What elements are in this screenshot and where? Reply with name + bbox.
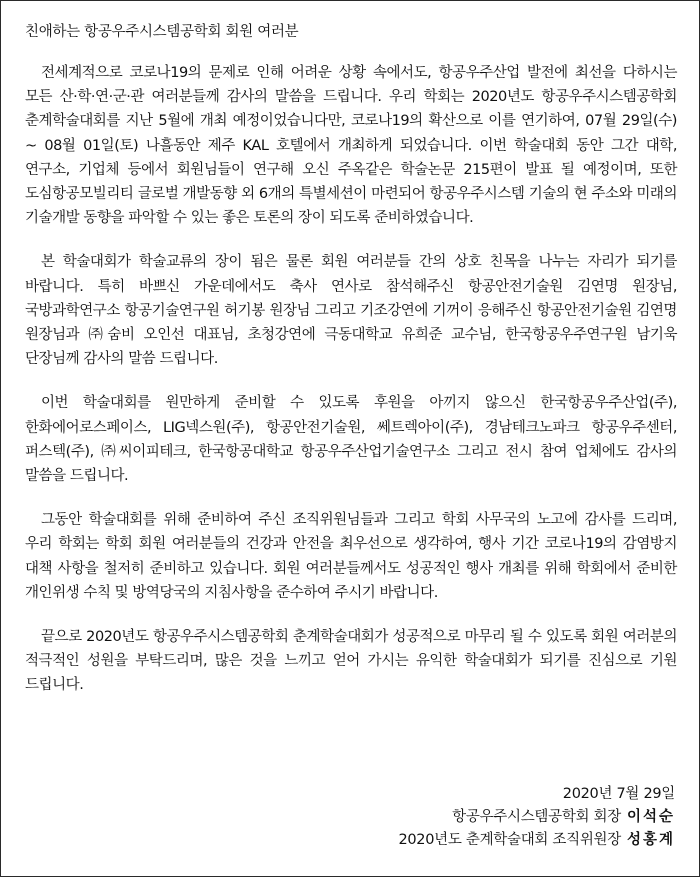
paragraph-intro: 전세계적으로 코로나19의 문제로 인해 어려운 상황 속에서도, 항공우주산업 발전에 최선을 다하시는 모든 산·학·연·군·관 여러분들께 감사의 말씀을 드립니다. 우리 학회는 2020년도 항공우주시스템공학회 춘계학술대회를 지난 5월에 개최 예정이었습니다만, 코로나19의 확산으로 이를 연기하여, 07월 29일(수) ~ 08월 01일(토) 나흘동안 제주 KAL 호텔에서 개최하게 되었습니다. 이번 학술대회 동안 그간 대학, 연구소, 기업체 등에서 회원님들이 연구해 오신 주옥같은 학술논문 215편이 발표 될 예정이며, 또한 도심항공모빌리티 글로벌 개발동향 외 6개의 특별세션이 마련되어 항공우주시스템 기술의 현 주소와 미래의 기술개발 동향을 파악할 수 있는 좋은 토론의 장이 되도록 준비하였습니다. <box>25 65 677 227</box>
president-name: 이석순 <box>626 809 675 825</box>
signature-block <box>398 783 675 852</box>
chair-title: 2020년도 춘계학술대회 조직위원장 <box>398 832 621 848</box>
chair-name: 성홍계 <box>626 832 675 848</box>
signature-date: 2020년 7월 29일 <box>562 786 675 802</box>
paragraph-closing: 끝으로 2020년도 항공우주시스템공학회 춘계학술대회가 성공적으로 마무리 될 수 있도록 회원 여러분의 적극적인 성원을 부탁드리며, 많은 것을 느끼고 얻어 가시는 유익한 학술대회가 되기를 진심으로 기원 드립니다. <box>25 629 677 694</box>
president-title: 항공우주시스템공학회 회장 <box>452 809 621 825</box>
greeting: 친애하는 항공우주시스템공학회 회원 여러분 <box>25 24 299 40</box>
paragraph-safety: 그동안 학술대회를 위해 준비하여 주신 조직위원님들과 그리고 학회 사무국의 노고에 감사를 드리며, 우리 학회는 학회 회원 여러분들의 건강과 안전을 최우선으로 생각하여, 행사 기간 코로나19의 감염방지 대책 사항을 철저히 준비하고 있습니다. 회원 여러분들께서도 성공적인 행사 개최를 위해 학회에서 준비한 개인위생 수칙 및 방역당국의 지침사항을 준수하여 주시기 바랍니다. <box>25 512 677 601</box>
paragraph-sponsors: 이번 학술대회를 원만하게 준비할 수 있도록 후원을 아끼지 않으신 한국항공우주산업(주), 한화에어로스페이스, LIG넥스원(주), 항공안전기술원, 쎄트렉아이(주), 경남테크노파크 항공우주센터, 퍼스텍(주), ㈜씨이피테크, 한국항공대학교 항공우주산업기술연구소 그리고 전시 참여 업체에도 감사의 말씀을 드립니다. <box>25 395 677 485</box>
paragraph-speakers: 본 학술대회가 학술교류의 장이 됨은 물론 회원 여러분들 간의 상호 친목을 나누는 자리가 되기를 바랍니다. 특히 바쁘신 가운데에서도 축사 연사로 참석해주신 항공안전기술원 김연명 원장님, 국방과학연구소 항공기술연구원 허기봉 원장님 그리고 기조강연에 기꺼이 응해주신 항공안전기술원 김연명 원장님과 ㈜숨비 오인선 대표님, 초청강연에 극동대학교 유희준 교수님, 한국항공우주연구원 남기욱 단장님께 감사의 말씀 드립니다. <box>25 254 677 368</box>
signature-chair-line <box>398 829 675 852</box>
signature-president-line <box>398 806 675 829</box>
